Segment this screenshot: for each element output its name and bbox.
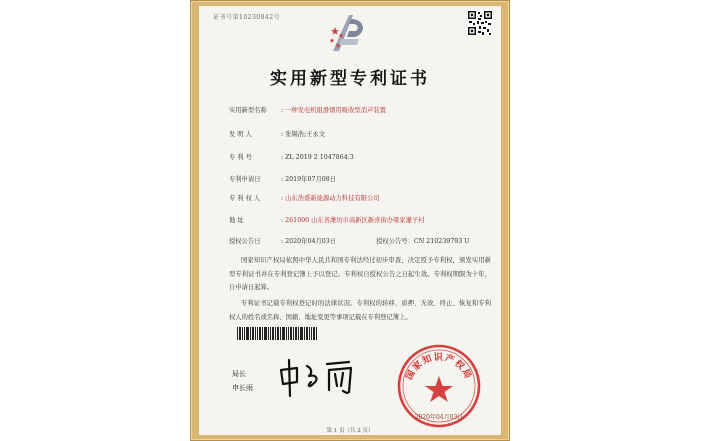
field-label: 实用新型名称 [229, 107, 267, 114]
field-label: 发 明 人 [229, 131, 252, 138]
svg-text:2020年04月03日: 2020年04月03日 [414, 414, 464, 421]
publication-number: 授权公告号：CN 210239793 U [376, 238, 470, 245]
svg-text:国家知识产权局: 国家知识产权局 [404, 353, 474, 382]
certificate-number: 证书号第10230842号 [213, 14, 281, 21]
field-address: 地 址 : 261000 山东省潍坊市高新区新喜街办梁家灌子村 [229, 217, 425, 224]
handwritten-signature-icon [277, 356, 359, 398]
certificate-paragraph: 国家知识产权局依照中华人民共和国专利法经过初步审查，决定授予专利权，颁发实用新型专利证书并在专利登记簿上予以登记。专利权自授权公告之日起生效。专利权期限为十年，自申请日起算。 [229, 257, 491, 291]
page-footer: 第 1 页（共 2 页） [326, 428, 374, 434]
field-grant-date: 授权公告日 : 2020年04月03日 授权公告号：CN 210239793 U [229, 238, 470, 245]
certificate-paper [199, 6, 501, 435]
field-value: 一种发电机组滑烟用吸收型消声装置 [285, 107, 386, 114]
field-label: 专 利 号 [229, 154, 252, 161]
field-value: 261000 山东省潍坊市高新区新喜街办梁家灌子村 [285, 217, 425, 224]
field-value: 张锡浩;王永文 [285, 131, 326, 138]
field-label: 地 址 [229, 217, 244, 224]
field-inventor: 发 明 人 : 张锡浩;王永文 [229, 131, 326, 138]
barcode-icon [237, 327, 317, 340]
field-value: 山东浩盛新能源动力科技有限公司 [285, 195, 380, 202]
certificate-title: 实用新型专利证书 [270, 69, 430, 89]
field-label: 专利申请日 [229, 176, 261, 183]
official-seal-icon [396, 343, 482, 429]
field-utility-model-name: 实用新型名称 : 一种发电机组滑烟用吸收型消声装置 [229, 107, 386, 114]
signatory-title: 局长 [232, 370, 246, 378]
field-label: 授权公告日 [229, 238, 261, 245]
field-value: ZL 2019 2 1047864.3 [285, 154, 354, 161]
signatory-name: 申长雨 [232, 384, 253, 392]
field-label: 专 利 权 人 [229, 195, 261, 202]
certificate-paragraph: 专利证书记载专利权登记时的法律状况。专利权的转移、质押、无效、终止、恢复和专利权人的姓名或名称、国籍、地址变更等事项记载在专利登记簿上。 [229, 300, 491, 321]
qr-code-icon [467, 10, 493, 36]
field-patent-number: 专 利 号 : ZL 2019 2 1047864.3 [229, 154, 354, 161]
field-value: 2019年07月08日 [285, 176, 337, 183]
field-application-date: 专利申请日 : 2019年07月08日 [229, 176, 337, 183]
cnipa-logo-icon [327, 11, 371, 57]
field-value: 2020年04月03日 [285, 238, 337, 245]
field-patentee: 专 利 权 人 : 山东浩盛新能源动力科技有限公司 [229, 195, 380, 202]
certificate-frame [190, 0, 510, 441]
